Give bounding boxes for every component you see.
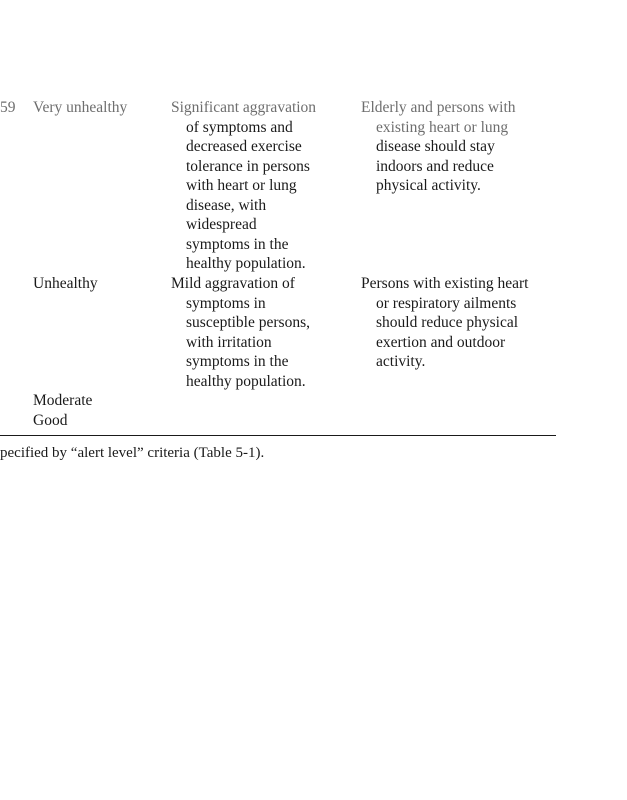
effects-line: widespread	[186, 216, 257, 233]
category-cell: Moderate	[33, 392, 93, 409]
effects-line: symptoms in	[186, 294, 266, 312]
table-bottom-rule	[0, 435, 556, 436]
caution-line: existing heart or lung	[376, 118, 509, 136]
table-row	[0, 411, 560, 431]
table-row	[0, 391, 560, 411]
caution-line: or respiratory ailments	[376, 294, 517, 312]
cautionary-statement-cell	[361, 98, 561, 196]
effects-line: healthy population.	[186, 255, 306, 272]
caution-line: exertion and outdoor	[376, 333, 506, 351]
effects-line: decreased exercise	[186, 138, 302, 155]
caution-line: disease should stay	[376, 138, 495, 155]
effects-line: symptoms in the	[186, 235, 289, 253]
effects-line: symptoms in the	[186, 353, 289, 370]
cautionary-statement-cell	[361, 274, 561, 372]
category-cell: Good	[33, 412, 68, 429]
effects-line: healthy population.	[186, 372, 306, 390]
category-cell: Unhealthy	[33, 275, 98, 292]
effects-line: with irritation	[186, 333, 272, 351]
effects-line: of symptoms and	[186, 118, 293, 136]
caution-line: activity.	[376, 353, 426, 370]
category-cell: Very unhealthy	[33, 99, 128, 116]
effects-line: with heart or lung	[186, 177, 297, 194]
health-effects-cell	[171, 98, 346, 274]
effects-line: tolerance in persons	[186, 157, 310, 175]
table-row	[0, 98, 560, 274]
caution-line: should reduce physical	[376, 314, 519, 331]
health-effects-cell	[171, 274, 346, 391]
caution-line: Elderly and persons with	[361, 99, 516, 116]
table-row	[0, 274, 560, 391]
caution-line: indoors and reduce	[376, 157, 494, 175]
caution-line: physical activity.	[376, 177, 481, 194]
effects-line: disease, with	[186, 196, 267, 214]
effects-line: Significant aggravation	[171, 99, 317, 116]
effects-line: susceptible persons,	[186, 314, 310, 331]
effects-line: Mild aggravation of	[171, 275, 295, 292]
index-cell: 59	[0, 99, 16, 116]
caution-line: Persons with existing heart	[361, 275, 529, 292]
air-quality-table	[0, 98, 560, 431]
table-footnote: pecified by “alert level” criteria (Table 5-1).	[0, 445, 265, 461]
